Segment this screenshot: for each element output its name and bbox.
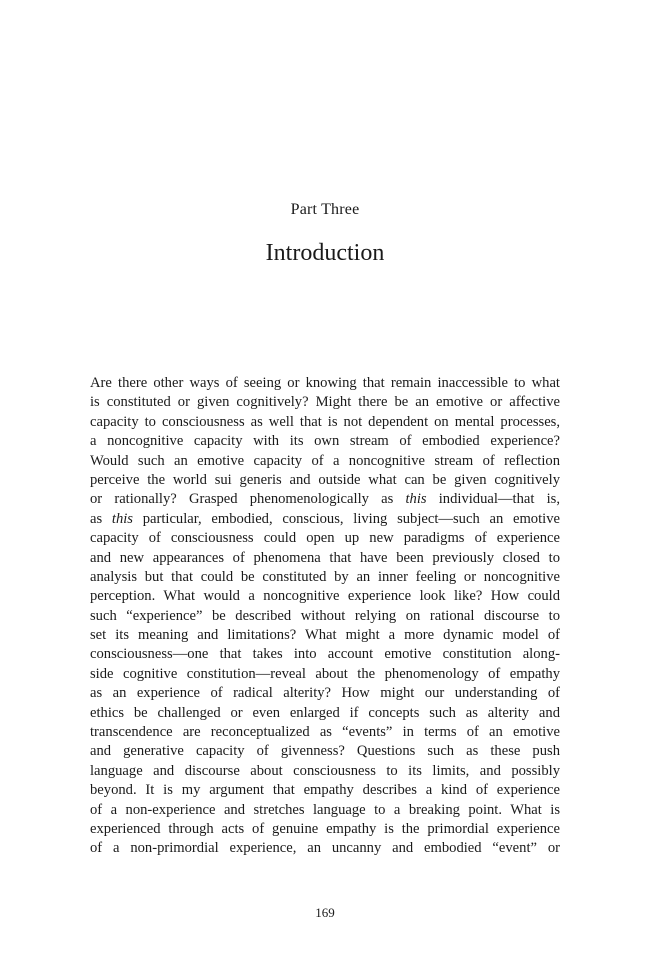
text-line: set its meaning and limitations? What might a more dynamic model of <box>90 627 560 644</box>
text-line: language and discourse about consciousness to its limits, and possibly <box>90 762 560 779</box>
text-line: of a non-primordial experience, an uncanny and embodied “event” or <box>90 840 560 857</box>
text-line: experienced through acts of genuine empathy is the primordial experience <box>90 820 560 837</box>
text-line: as an experience of radical alterity? How might our understanding of <box>90 685 560 702</box>
text-line: perception. What would a noncognitive experience look like? How could <box>90 588 560 605</box>
text-line: side cognitive constitution—reveal about the phenomenology of empathy <box>90 665 560 682</box>
part-label: Part Three <box>290 201 360 218</box>
text-line: a noncognitive capacity with its own stream of embodied experience? <box>90 433 560 450</box>
text-line: beyond. It is my argument that empathy describes a kind of experience <box>90 782 560 799</box>
text-line: analysis but that could be constituted by an inner feeling or noncognitive <box>90 568 560 585</box>
text-line: consciousness—one that takes into account emotive constitution along- <box>90 646 560 663</box>
text-line: as this particular, embodied, conscious, living subject—such an emotive <box>90 510 560 527</box>
text-line: of a non-experience and stretches language to a breaking point. What is <box>90 801 560 818</box>
text-line: is constituted or given cognitively? Might there be an emotive or affective <box>90 394 560 411</box>
text-line: or rationally? Grasped phenomenologically as this individual—that is, <box>90 491 560 508</box>
text-line: such “experience” be described without relying on rational discourse to <box>90 607 560 624</box>
text-line: Are there other ways of seeing or knowing that remain inaccessible to what <box>90 375 560 391</box>
text-line: and generative capacity of givenness? Questions such as these push <box>90 743 560 760</box>
body-paragraph <box>90 374 560 859</box>
text-line: transcendence are reconceptualized as “events” in terms of an emotive <box>90 724 560 741</box>
text-line: perceive the world sui generis and outside what can be given cognitively <box>90 471 560 488</box>
text-line: and new appearances of phenomena that have been previously closed to <box>90 549 560 566</box>
text-line: capacity of consciousness could open up new paradigms of experience <box>90 530 560 547</box>
text-line: capacity to consciousness as well that is not dependent on mental processes, <box>90 413 560 430</box>
chapter-title: Introduction <box>265 240 385 266</box>
page-number: 169 <box>315 905 335 920</box>
text-line: Would such an emotive capacity of a noncognitive stream of reflection <box>90 452 560 469</box>
text-line: ethics be challenged or even enlarged if concepts such as alterity and <box>90 704 560 721</box>
